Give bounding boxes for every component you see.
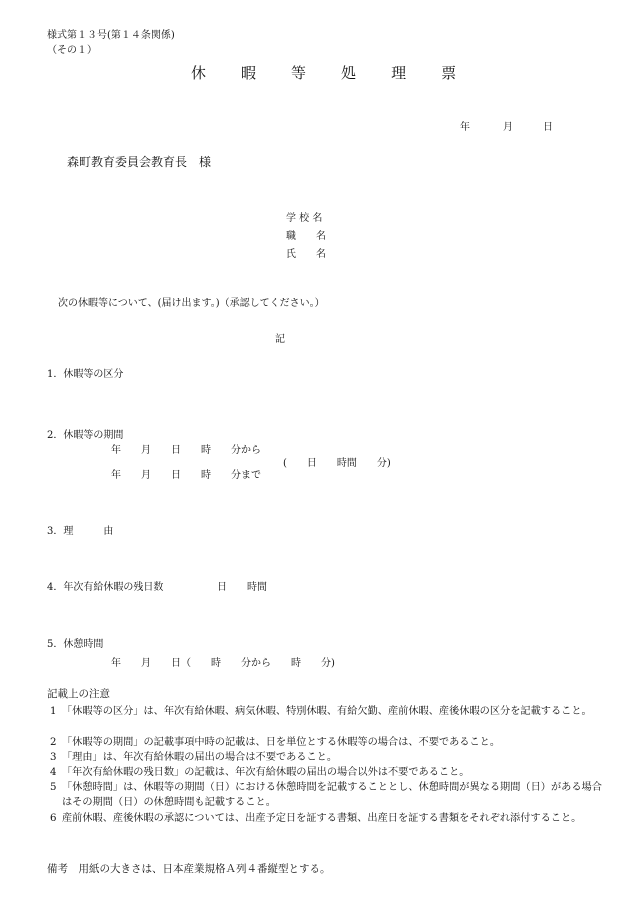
section-4-value: 日 時間 [217, 582, 267, 593]
page-title [191, 66, 456, 81]
period-to-line: 年 月 日 時 分まで [111, 470, 261, 481]
sender-school [286, 214, 322, 224]
note-text: 「休憩時間」は、休暇等の期間（日）における休憩時間を記載することとし、休憩時間が異なる期間（日）がある場合はその期間（日）の休憩時間も記載すること。 [62, 782, 602, 809]
section-5-label: 5．休憩時間 [47, 639, 104, 650]
form-number: 様式第１３号(第１４条関係) [47, 30, 175, 41]
note-item [50, 765, 602, 780]
break-time-line: 年 月 日（ 時 分から 時 分) [111, 658, 335, 669]
note-number: 1 [50, 706, 57, 717]
note-item [50, 780, 602, 811]
title-char: 理 [391, 64, 407, 82]
title-char: 処 [341, 64, 357, 82]
note-item [50, 704, 602, 719]
ki-mark: 記 [275, 334, 285, 345]
note-number: 6 [50, 813, 57, 824]
section-3-label: 3．理 由 [47, 526, 114, 537]
note-number: 5 [50, 782, 57, 793]
note-text: 「休暇等の区分」は、年次有給休暇、病気休暇、特別休暇、有給欠勤、産前休暇、産後休暇の区分を記載すること。 [62, 706, 592, 717]
sender-name [286, 250, 326, 260]
name-label: 氏 名 [286, 249, 326, 260]
notes-heading: 記載上の注意 [47, 688, 110, 700]
section-1-label: 1．休暇等の区分 [47, 369, 124, 380]
period-total: ( 日 時間 分) [283, 458, 391, 469]
position-label: 職 名 [286, 231, 326, 242]
date-day: 日 [543, 122, 553, 133]
title-char: 等 [291, 64, 307, 82]
addressee: 森町教育委員会教育長 様 [67, 155, 212, 169]
note-text: 「理由」は、年次有給休暇の届出の場合は不要であること。 [62, 752, 338, 763]
note-text: 「休暇等の期間」の記載事項中時の記載は、日を単位とする休暇等の場合は、不要であること。 [62, 737, 501, 748]
intro-text: 次の休暇等について、(届け出ます。)（承認してください。） [58, 298, 325, 309]
note-text: 産前休暇、産後休暇の承認については、出産予定日を証する書類、出産日を証する書類をそれぞれ添付すること。 [62, 813, 582, 824]
section-4-label: 4．年次有給休暇の残日数 [47, 582, 164, 593]
date-year: 年 [460, 122, 470, 133]
note-text: 「年次有給休暇の残日数」の記載は、年次有給休暇の届出の場合以外は不要であること。 [62, 767, 470, 778]
note-item [50, 811, 602, 826]
note-item [50, 735, 602, 750]
form-sub-number: （その１） [47, 45, 97, 56]
note-number: 4 [50, 767, 57, 778]
note-number: 2 [50, 737, 57, 748]
remark: 備考 用紙の大きさは、日本産業規格Ａ列４番縦型とする。 [47, 863, 331, 875]
title-char: 票 [441, 64, 457, 82]
title-char: 暇 [241, 64, 257, 82]
note-number: 3 [50, 752, 57, 763]
school-name-label: 学 校 名 [286, 213, 323, 224]
date-field [460, 123, 553, 133]
sender-position [286, 232, 326, 242]
note-item [50, 750, 602, 765]
section-2-label: 2．休暇等の期間 [47, 430, 124, 441]
date-month: 月 [503, 122, 513, 133]
title-char: 休 [191, 64, 207, 82]
period-from-line: 年 月 日 時 分から [111, 445, 261, 456]
